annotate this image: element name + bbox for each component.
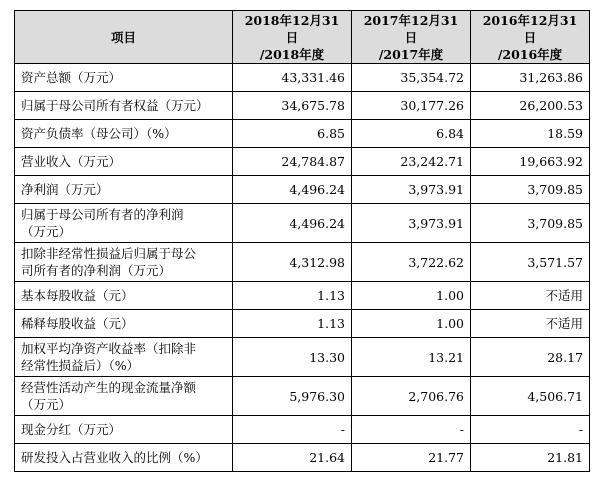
cell-value: 1.13 xyxy=(233,310,352,338)
row-label xyxy=(15,416,233,444)
header-item xyxy=(15,11,233,64)
cell-value: 23,242.71 xyxy=(352,148,471,176)
cell-value: 4,506.71 xyxy=(471,377,590,416)
header-text: 2017年12月31日 xyxy=(363,12,459,45)
row-label xyxy=(15,92,233,120)
table-row xyxy=(15,282,590,310)
row-label xyxy=(15,310,233,338)
row-label xyxy=(15,377,233,416)
cell-value: 24,784.87 xyxy=(233,148,352,176)
table-body xyxy=(15,64,590,472)
row-label-text: 资产负债率（母公司）（%） xyxy=(21,126,177,141)
table-row xyxy=(15,92,590,120)
cell-value: 4,312.98 xyxy=(233,243,352,282)
row-label xyxy=(15,243,233,282)
row-label-text: 基本每股收益（元） xyxy=(21,288,134,303)
row-label xyxy=(15,204,233,243)
cell-value: 21.81 xyxy=(471,444,590,472)
row-label xyxy=(15,176,233,204)
row-label xyxy=(15,120,233,148)
cell-value: 4,496.24 xyxy=(233,176,352,204)
row-label-text: 经营性活动产生的现金流量净额 xyxy=(21,380,197,395)
table-row xyxy=(15,444,590,472)
cell-value: 不适用 xyxy=(471,310,590,338)
cell-value: 6.85 xyxy=(233,120,352,148)
row-label-text: 营业收入（万元） xyxy=(21,154,122,169)
cell-value: 2,706.76 xyxy=(352,377,471,416)
cell-value: 3,973.91 xyxy=(352,204,471,243)
cell-value: 5,976.30 xyxy=(233,377,352,416)
row-label-text: 净利润（万元） xyxy=(21,182,109,197)
cell-value: 1.13 xyxy=(233,282,352,310)
table-row xyxy=(15,148,590,176)
header-period-3 xyxy=(471,11,590,64)
row-label-text: 经常性损益后）（%） xyxy=(21,358,140,373)
table-row xyxy=(15,204,590,243)
cell-value: - xyxy=(352,416,471,444)
row-label-text: 资产总额（万元） xyxy=(21,70,122,85)
cell-value: 3,709.85 xyxy=(471,204,590,243)
row-label xyxy=(15,148,233,176)
cell-value: 3,973.91 xyxy=(352,176,471,204)
header-period-1 xyxy=(233,11,352,64)
table-row xyxy=(15,176,590,204)
row-label-text: 加权平均净资产收益率（扣除非 xyxy=(21,341,197,356)
cell-value: 28.17 xyxy=(471,338,590,377)
header-text: 2016年12月31日 xyxy=(482,12,578,45)
table-row xyxy=(15,338,590,377)
cell-value: 6.84 xyxy=(352,120,471,148)
row-label xyxy=(15,64,233,92)
row-label xyxy=(15,444,233,472)
cell-value: 1.00 xyxy=(352,310,471,338)
row-label xyxy=(15,338,233,377)
cell-value: 13.21 xyxy=(352,338,471,377)
cell-value: 21.77 xyxy=(352,444,471,472)
row-label-text: 现金分红（万元） xyxy=(21,422,122,437)
row-label-text: 稀释每股收益（元） xyxy=(21,316,134,331)
row-label-text: 扣除非经常性损益后归属于母公 xyxy=(21,246,197,261)
row-label xyxy=(15,282,233,310)
cell-value: 35,354.72 xyxy=(352,64,471,92)
cell-value: 21.64 xyxy=(233,444,352,472)
header-text: 2018年12月31日 xyxy=(244,12,340,45)
header-text: 项目 xyxy=(110,29,136,45)
header-row xyxy=(15,11,590,64)
table-header xyxy=(15,11,590,64)
cell-value: 19,663.92 xyxy=(471,148,590,176)
cell-value: 26,200.53 xyxy=(471,92,590,120)
row-label-text: 归属于母公司所有者的净利润 xyxy=(21,207,184,222)
row-label-text: 归属于母公司所有者权益（万元） xyxy=(21,98,209,113)
cell-value: 13.30 xyxy=(233,338,352,377)
row-label-text: 研发投入占营业收入的比例（%） xyxy=(21,450,208,465)
header-text: /2016年度 xyxy=(497,46,563,62)
financial-table-container xyxy=(14,10,590,472)
cell-value: 3,571.57 xyxy=(471,243,590,282)
table-row xyxy=(15,416,590,444)
cell-value: 34,675.78 xyxy=(233,92,352,120)
row-label-text: 司所有者的净利润（万元） xyxy=(21,263,172,278)
cell-value: 1.00 xyxy=(352,282,471,310)
financial-summary-table xyxy=(14,10,590,472)
row-label-text: （万元） xyxy=(21,397,72,412)
cell-value: - xyxy=(233,416,352,444)
row-label-text: （万元） xyxy=(21,224,72,239)
table-row xyxy=(15,377,590,416)
table-row xyxy=(15,64,590,92)
table-row xyxy=(15,120,590,148)
cell-value: - xyxy=(471,416,590,444)
table-row xyxy=(15,243,590,282)
table-row xyxy=(15,310,590,338)
cell-value: 18.59 xyxy=(471,120,590,148)
cell-value: 3,709.85 xyxy=(471,176,590,204)
header-text: /2018年度 xyxy=(259,46,325,62)
header-period-2 xyxy=(352,11,471,64)
cell-value: 3,722.62 xyxy=(352,243,471,282)
cell-value: 30,177.26 xyxy=(352,92,471,120)
header-text: /2017年度 xyxy=(378,46,444,62)
cell-value: 不适用 xyxy=(471,282,590,310)
cell-value: 43,331.46 xyxy=(233,64,352,92)
cell-value: 31,263.86 xyxy=(471,64,590,92)
cell-value: 4,496.24 xyxy=(233,204,352,243)
